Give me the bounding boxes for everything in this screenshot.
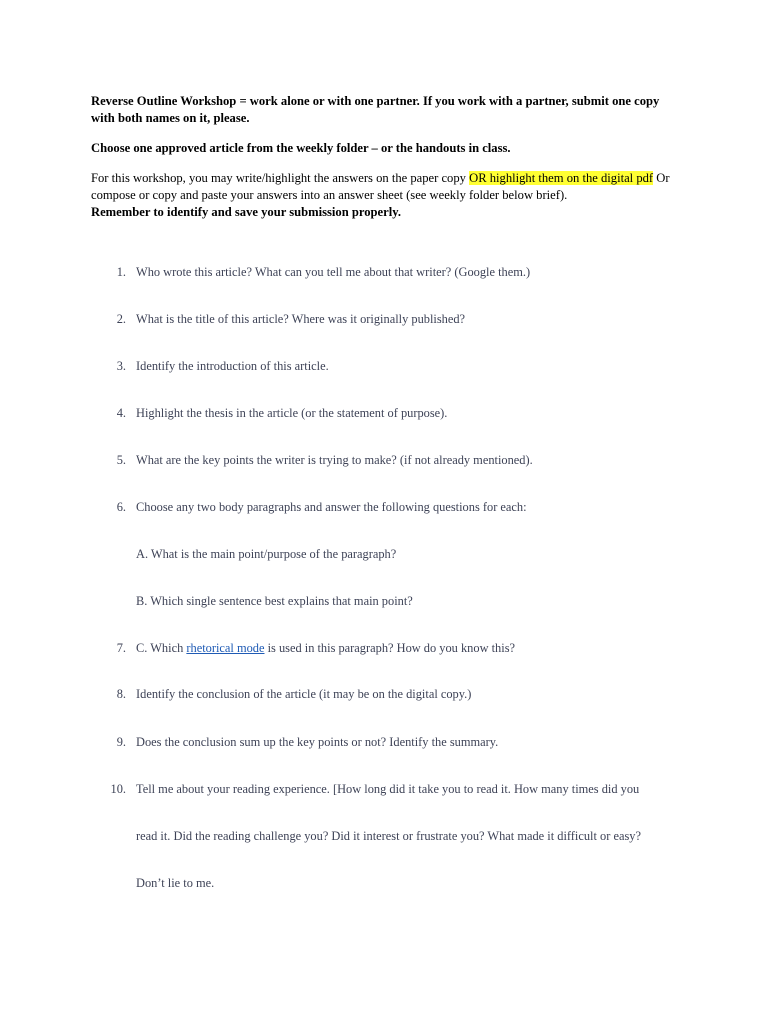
question-number: 5. (116, 453, 126, 467)
subquestion-text: B. Which single sentence best explains that main point? (136, 594, 413, 608)
question-text (136, 640, 696, 656)
article-instructions (91, 140, 681, 157)
subquestion-text: A. What is the main point/purpose of the paragraph? (136, 547, 397, 561)
question-text: Who wrote this article? What can you tell me about that writer? (Google them.) (136, 265, 531, 279)
article-instructions-text: Choose one approved article from the weekly folder – or the handouts in class. (91, 141, 511, 155)
submission-text-part2: Or compose or copy and paste your answers into an answer sheet (see weekly folder below brief). (91, 171, 670, 202)
question-number: 4. (116, 406, 126, 420)
question-text-line2: read it. Did the reading challenge you? Did it interest or frustrate you? What made it difficult or easy? (136, 829, 641, 843)
question-number: 3. (116, 359, 126, 373)
question-number: 1. (116, 265, 126, 279)
submission-text-part1: For this workshop, you may write/highlight the answers on the paper copy (91, 171, 470, 185)
save-reminder: Remember to identify and save your submission properly. (91, 205, 401, 219)
question-text: Choose any two body paragraphs and answer the following questions for each: (136, 500, 527, 514)
rhetorical-mode-link[interactable]: rhetorical mode (186, 641, 265, 655)
question-text-post: is used in this paragraph? How do you know this? (264, 641, 516, 655)
question-number: 9. (116, 735, 126, 749)
question-number: 8. (116, 687, 126, 701)
highlighted-text: OR highlight them on the digital pdf (469, 171, 654, 185)
question-text: Highlight the thesis in the article (or the statement of purpose). (136, 406, 448, 420)
workshop-instructions-text: Reverse Outline Workshop = work alone or with one partner. If you work with a partner, submit one copy with both names on it, please. (91, 94, 660, 125)
question-text: What are the key points the writer is trying to make? (if not already mentioned). (136, 453, 533, 467)
question-number: 7. (116, 641, 126, 655)
submission-instructions (91, 170, 681, 221)
question-text: Identify the introduction of this article. (136, 359, 329, 373)
question-number: 2. (116, 312, 126, 326)
question-number: 10. (110, 782, 126, 796)
workshop-instructions (91, 93, 681, 127)
question-text: Does the conclusion sum up the key points or not? Identify the summary. (136, 735, 499, 749)
question-text-line1: Tell me about your reading experience. [How long did it take you to read it. How many times did you (136, 782, 640, 796)
question-text: What is the title of this article? Where was it originally published? (136, 312, 466, 326)
question-text-pre: C. Which (136, 641, 187, 655)
question-text-line3: Don’t lie to me. (136, 876, 215, 890)
question-text: Identify the conclusion of the article (it may be on the digital copy.) (136, 687, 472, 701)
question-number: 6. (116, 500, 126, 514)
